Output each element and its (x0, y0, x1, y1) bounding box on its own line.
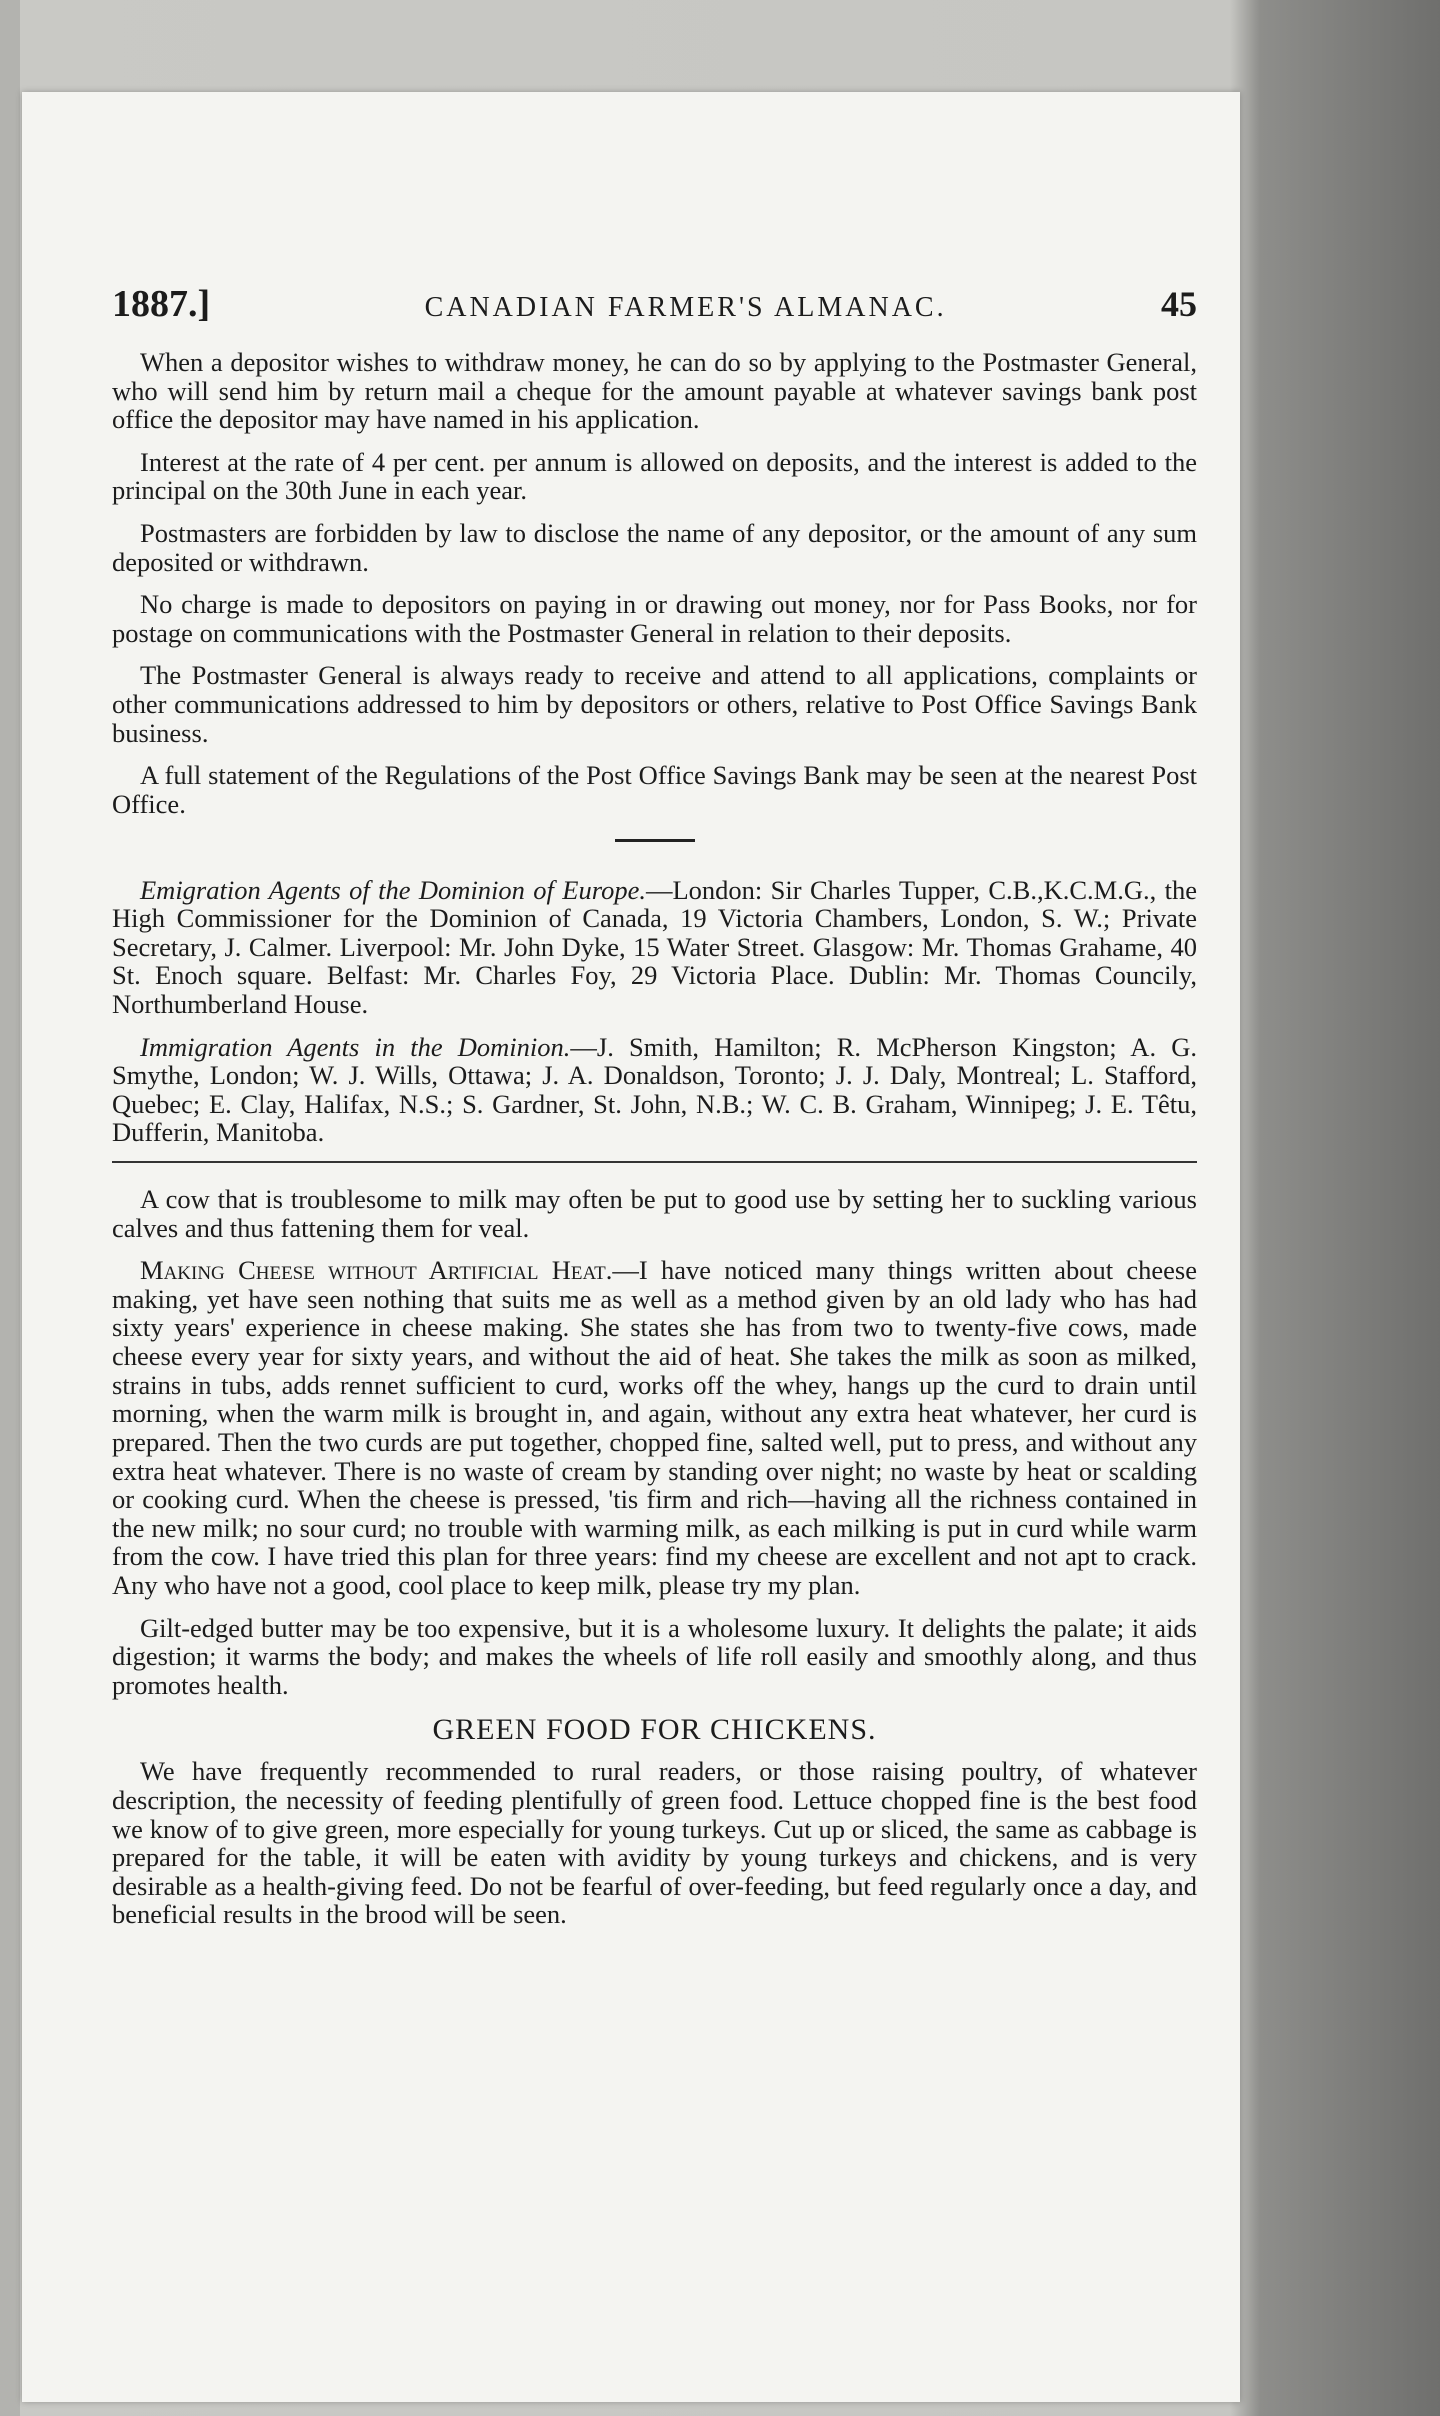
green-food-title: GREEN FOOD FOR CHICKENS. (432, 1713, 877, 1747)
cheese-paragraph (112, 1256, 1197, 1599)
full-width-rule (112, 1161, 1197, 1163)
page-content (112, 282, 1197, 1943)
section-divider (615, 839, 695, 842)
immigration-text: —J. Smith, Hamilton; R. McPherson Kingston; A. G. Smythe, London; W. J. Wills, Ottawa; J. A. Donaldson, Toronto; J. J. Daly, Montreal; L. Stafford, Quebec; E. Clay, Halifax, N.S.; S. Gardner, St. John, N.B.; W. C. B. Graham, Winnipeg; J. E. Têtu, Dufferin, Manitoba. (112, 1031, 1197, 1148)
butter-paragraph: Gilt-edged butter may be too expensive, but it is a wholesome luxury. It delights the palate; it aids digestion; it warms the body; and makes the wheels of life roll easily and smoothly along, and thus promotes health. (112, 1612, 1197, 1700)
scan-left-edge (0, 0, 20, 2416)
emigration-paragraph (112, 876, 1197, 1019)
cheese-text: —I have noticed many things written about cheese making, yet have seen nothing that suits me as well as a method given by an old lady who has had sixty years' experience in cheese making. She states she has from two to twenty-five cows, made cheese every year for sixty years, and without the aid of heat. She takes the milk as soon as milked, strains in tubs, adds rennet sufficient to curd, works off the whey, hangs up the curd to drain until morning, when the warm milk is brought in, and again, without any extra heat whatever, her curd is prepared. Then the two curds are put together, chopped fine, salted well, put to press, and without any extra heat whatever. There is no waste of cream by standing over night; no waste by heat or scalding or cooking curd. When the cheese is pressed, 'tis firm and rich—having all the richness contained in the new milk; no sour curd; no trouble with warming milk, as each milking is put in curd while warm from the cow. I have tried this plan for three years: find my cheese are excellent and not apt to crack. Any who have not a good, cool place to keep milk, please try my plan. (112, 1255, 1197, 1600)
savings-paragraph: No charge is made to depositors on paying in or drawing out money, nor for Pass Books, nor for postage on communications with the Postmaster General in relation to their deposits. (112, 589, 1197, 648)
immigration-heading: Immigration Agents in the Dominion. (140, 1031, 571, 1062)
page-number: 45 (1161, 284, 1197, 324)
green-food-paragraph: We have frequently recommended to rural readers, or those raising poultry, of whatever description, the necessity of feeding plentifully of green food. Lettuce chopped fine is the best food we know of to give green, more especially for young turkeys. Cut up or sliced, the same as cabbage is prepared for the table, it will be eaten with avidity by young turkeys and chickens, and is very desirable as a health-giving feed. Do not be fearful of over-feeding, but feed regularly once a day, and beneficial results in the brood will be seen. (112, 1756, 1197, 1930)
emigration-heading: Emigration Agents of the Dominion of Europe. (140, 874, 646, 905)
savings-paragraph: When a depositor wishes to withdraw money, he can do so by applying to the Postmaster General, who will send him by return mail a cheque for the amount payable at whatever savings bank post office the depositor may have named in his application. (112, 347, 1197, 435)
immigration-paragraph (112, 1033, 1197, 1147)
savings-paragraph: The Postmaster General is always ready to receive and attend to all applications, complaints or other communications addressed to him by depositors or others, relative to Post Office Savings Bank business. (112, 660, 1197, 748)
emigration-text: —London: Sir Charles Tupper, C.B.,K.C.M.G., the High Commissioner for the Dominion of Canada, 19 Victoria Chambers, London, S. W.; Private Secretary, J. Calmer. Liverpool: Mr. John Dyke, 15 Water Street. Glasgow: Mr. Thomas Grahame, 40 St. Enoch square. Belfast: Mr. Charles Foy, 29 Victoria Place. Dublin: Mr. Thomas Councily, Northumberland House. (112, 874, 1198, 1019)
savings-paragraph: Postmasters are forbidden by law to disclose the name of any depositor, or the amount of any sum deposited or withdrawn. (112, 518, 1197, 577)
cow-paragraph: A cow that is troublesome to milk may often be put to good use by setting her to suckling various calves and thus fattening them for veal. (112, 1184, 1197, 1243)
savings-paragraph: Interest at the rate of 4 per cent. per annum is allowed on deposits, and the interest is added to the principal on the 30th June in each year. (112, 446, 1197, 506)
savings-paragraph: A full statement of the Regulations of the Post Office Savings Bank may be seen at the nearest Post Office. (112, 760, 1197, 819)
header-year: 1887.] (112, 283, 211, 325)
almanac-page (22, 92, 1240, 2402)
cheese-heading: Making Cheese without Artificial Heat. (140, 1255, 613, 1286)
running-header (112, 282, 1197, 326)
header-title: CANADIAN FARMER'S ALMANAC. (424, 292, 947, 323)
